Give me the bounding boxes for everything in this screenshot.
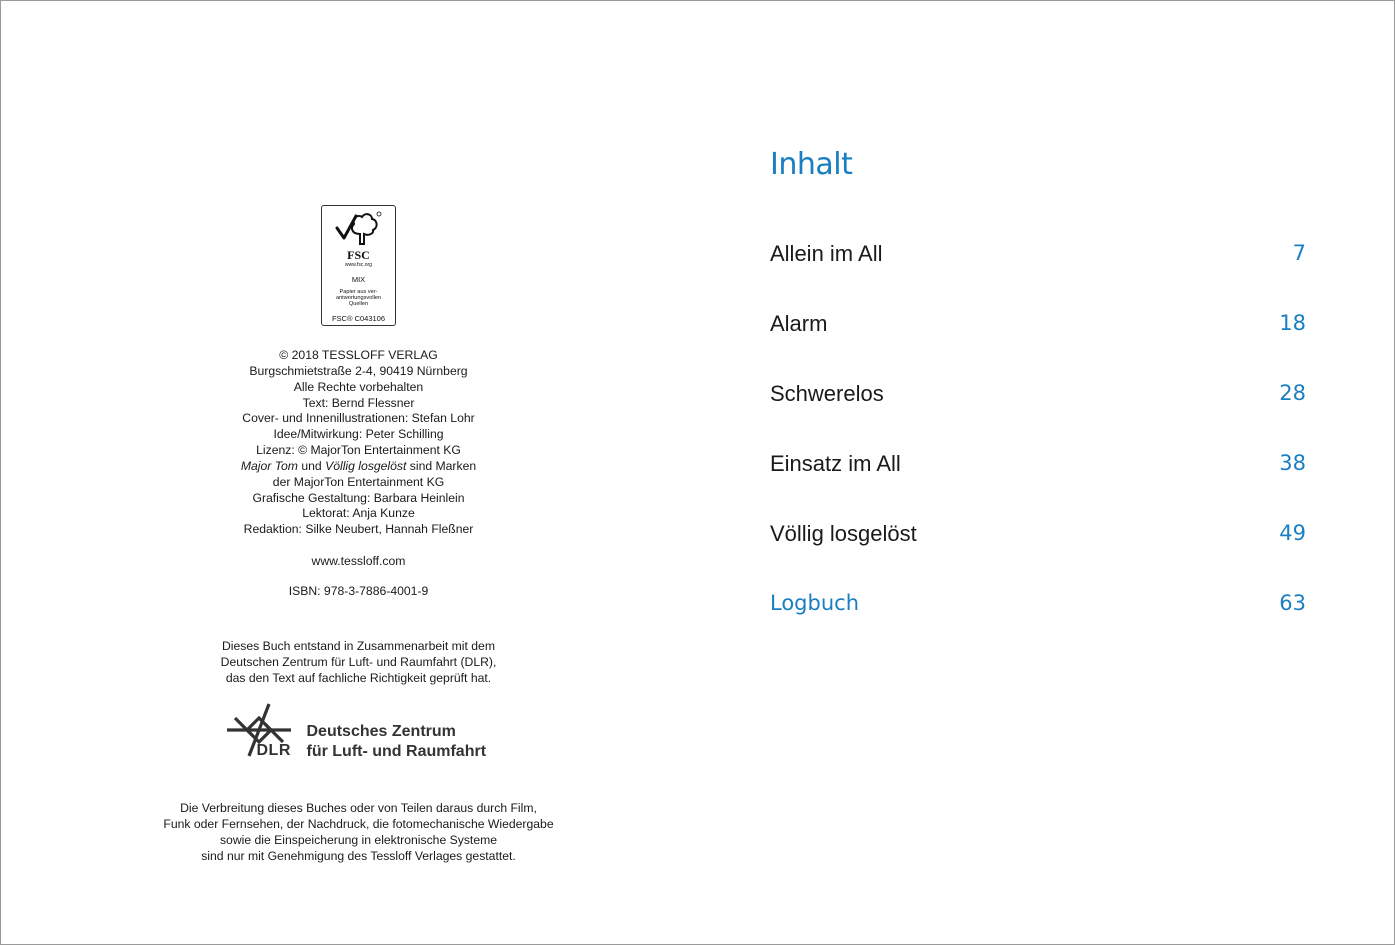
toc-list bbox=[770, 241, 1306, 661]
toc-entry[interactable] bbox=[770, 451, 1306, 521]
toc-title: Inhalt bbox=[770, 147, 853, 182]
fsc-label bbox=[321, 205, 396, 326]
toc-entry-label: Völlig losgelöst bbox=[770, 521, 917, 546]
toc-entry-label: Schwerelos bbox=[770, 381, 884, 406]
publisher-website: www.tessloff.com bbox=[311, 554, 406, 569]
fsc-code: FSC® C043106 bbox=[331, 314, 386, 323]
toc-entry-page: 7 bbox=[1292, 241, 1306, 265]
toc-entry-page: 63 bbox=[1279, 591, 1306, 615]
imprint-line: Cover- und Innenillustrationen: Stefan Lohr bbox=[242, 411, 475, 426]
toc-entry-page: 49 bbox=[1279, 521, 1306, 545]
toc-entry[interactable] bbox=[770, 381, 1306, 451]
dlr-abbreviation: DLR bbox=[256, 742, 291, 760]
fsc-url: www.fsc.org bbox=[345, 262, 372, 268]
imprint-line: Grafische Gestaltung: Barbara Heinlein bbox=[252, 490, 465, 505]
imprint-line: Lektorat: Anja Kunze bbox=[302, 506, 415, 521]
toc-entry-label: Allein im All bbox=[770, 241, 883, 266]
toc-entry-logbook[interactable] bbox=[770, 591, 1306, 661]
fsc-brand: FSC bbox=[347, 248, 370, 262]
imprint-credits bbox=[151, 348, 566, 538]
dlr-logo bbox=[219, 700, 499, 764]
imprint-line: Text: Bernd Flessner bbox=[302, 395, 415, 410]
imprint-line: © 2018 TESSLOFF VERLAG bbox=[279, 348, 438, 362]
imprint-line: Lizenz: © MajorTon Entertainment KG bbox=[256, 443, 461, 458]
toc-entry-label: Logbuch bbox=[770, 591, 860, 615]
fsc-paper-note: Papier aus ver- antwortungsvollen Quellen bbox=[335, 289, 382, 307]
toc-entry[interactable] bbox=[770, 311, 1306, 381]
dlr-full-name: Deutsches Zentrum für Luft- und Raumfahrt bbox=[306, 723, 487, 761]
imprint-page bbox=[151, 205, 566, 864]
toc-entry[interactable] bbox=[770, 241, 1306, 311]
fsc-mix: MIX bbox=[351, 275, 366, 284]
toc-entry-label: Alarm bbox=[770, 311, 828, 336]
toc-entry-page: 38 bbox=[1279, 451, 1306, 475]
isbn: ISBN: 978-3-7886-4001-9 bbox=[288, 584, 429, 599]
copyright-notice: Die Verbreitung dieses Buches oder von Teilen daraus durch Film, Funk oder Fernsehen, der Nachdruck, die fotomechanische Wiedergabe sowie die Einspeicherung in elektronische Systeme sind nur mit Genehmigung des Tessloff Verlages gestattet. bbox=[163, 801, 554, 864]
toc-entry[interactable] bbox=[770, 521, 1306, 591]
toc-entry-label: Einsatz im All bbox=[770, 451, 901, 476]
fsc-tree-checkmark-icon bbox=[334, 210, 384, 250]
dlr-cooperation-note: Dieses Buch entstand in Zusammenarbeit mit dem Deutschen Zentrum für Luft- und Raumfahrt (DLR), das den Text auf fachliche Richtigkeit geprüft hat. bbox=[220, 639, 497, 686]
imprint-line: Idee/Mitwirkung: Peter Schilling bbox=[273, 427, 444, 442]
toc-entry-page: 28 bbox=[1279, 381, 1306, 405]
imprint-line: Redaktion: Silke Neubert, Hannah Fleßner bbox=[243, 522, 474, 537]
imprint-line: der MajorTon Entertainment KG bbox=[272, 474, 445, 489]
imprint-line: Alle Rechte vorbehalten bbox=[293, 379, 424, 394]
toc-entry-page: 18 bbox=[1279, 311, 1306, 335]
trademark-line: Major Tom und Völlig losgelöst sind Marken bbox=[240, 458, 477, 473]
imprint-line: Burgschmietstraße 2-4, 90419 Nürnberg bbox=[249, 363, 468, 378]
